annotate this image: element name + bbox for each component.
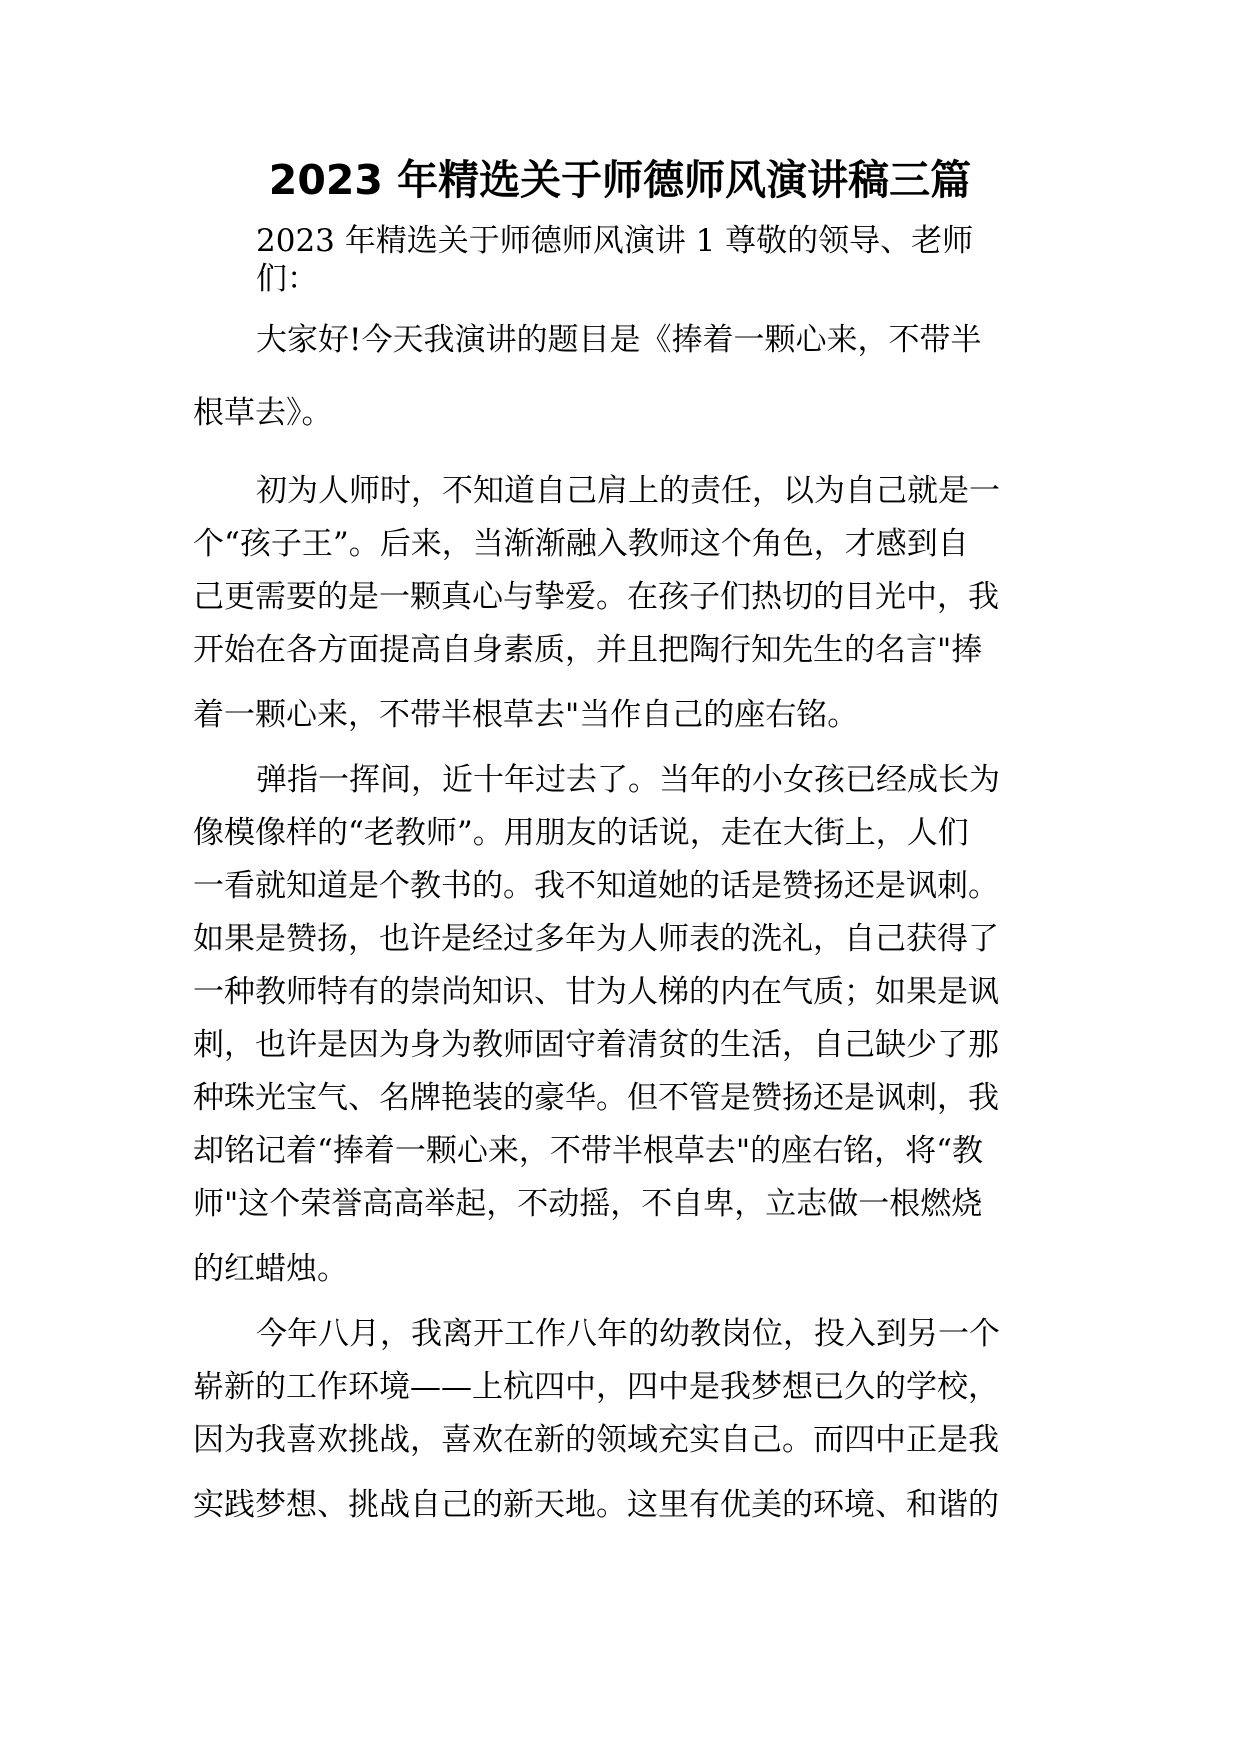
line-spacer	[193, 1467, 1053, 1479]
paragraph-line: 因为我喜欢挑战，喜欢在新的领域充实自己。而四中正是我	[193, 1422, 999, 1458]
paragraph-line: 一种教师特有的崇尚知识、甘为人梯的内在气质；如果是讽	[193, 974, 999, 1010]
paragraph-line: 实践梦想、挑战自己的新天地。这里有优美的环境、和谐的	[193, 1487, 999, 1523]
document-title: 2023 年精选关于师德师风演讲稿三篇	[268, 156, 972, 204]
paragraph-line: 个“孩子王”。后来，当渐渐融入教师这个角色，才感到自	[193, 526, 969, 562]
subtitle-line: 2023 年精选关于师德师风演讲 1 尊敬的领导、老师	[256, 223, 974, 259]
line-spacer	[193, 367, 1053, 387]
paragraph-line: 己更需要的是一颗真心与挚爱。在孩子们热切的目光中，我	[193, 579, 999, 615]
line-spacer	[193, 677, 1053, 689]
paragraph-spacer	[193, 742, 1053, 754]
paragraph-line: 弹指一挥间，近十年过去了。当年的小女孩已经成长为	[256, 762, 1000, 798]
paragraph-spacer	[193, 1296, 1053, 1308]
paragraph-line: 初为人师时，不知道自己肩上的责任，以为自己就是一	[256, 473, 1000, 509]
subtitle-line: 们：	[256, 261, 318, 297]
paragraph-line: 开始在各方面提高自身素质，并且把陶行知先生的名言"捧	[193, 632, 983, 668]
paragraph-line: 刺，也许是因为身为教师固守着清贫的生活，自己缺少了那	[193, 1027, 999, 1063]
body-text	[193, 314, 1053, 1532]
paragraph-line: 大家好!今天我演讲的题目是《捧着一颗心来，不带半	[256, 322, 982, 358]
paragraph-line: 的红蜡烛。	[193, 1251, 348, 1287]
paragraph-line: 师"这个荣誉高高举起，不动摇，不自卑，立志做一根燃烧	[193, 1186, 983, 1222]
paragraph-line: 根草去》。	[193, 395, 333, 431]
paragraph-line: 却铭记着“捧着一颗心来，不带半根草去"的座右铭，将“教	[193, 1133, 983, 1169]
line-spacer	[193, 1231, 1053, 1243]
subtitle-block	[256, 222, 1016, 298]
paragraph-line: 种珠光宝气、名牌艳装的豪华。但不管是赞扬还是讽刺，我	[193, 1080, 999, 1116]
paragraph-line: 崭新的工作环境——上杭四中，四中是我梦想已久的学校，	[193, 1369, 999, 1405]
paragraph-line: 着一颗心来，不带半根草去"当作自己的座右铭。	[193, 697, 859, 733]
paragraph-line: 如果是赞扬，也许是经过多年为人师表的洗礼，自己获得了	[193, 921, 999, 957]
paragraph-line: 像模像样的“老教师”。用朋友的话说，走在大街上，人们	[193, 815, 969, 851]
paragraph-line: 今年八月，我离开工作八年的幼教岗位，投入到另一个	[256, 1316, 1000, 1352]
paragraph-spacer	[193, 440, 1053, 465]
paragraph-line: 一看就知道是个教书的。我不知道她的话是赞扬还是讽刺。	[193, 868, 999, 904]
